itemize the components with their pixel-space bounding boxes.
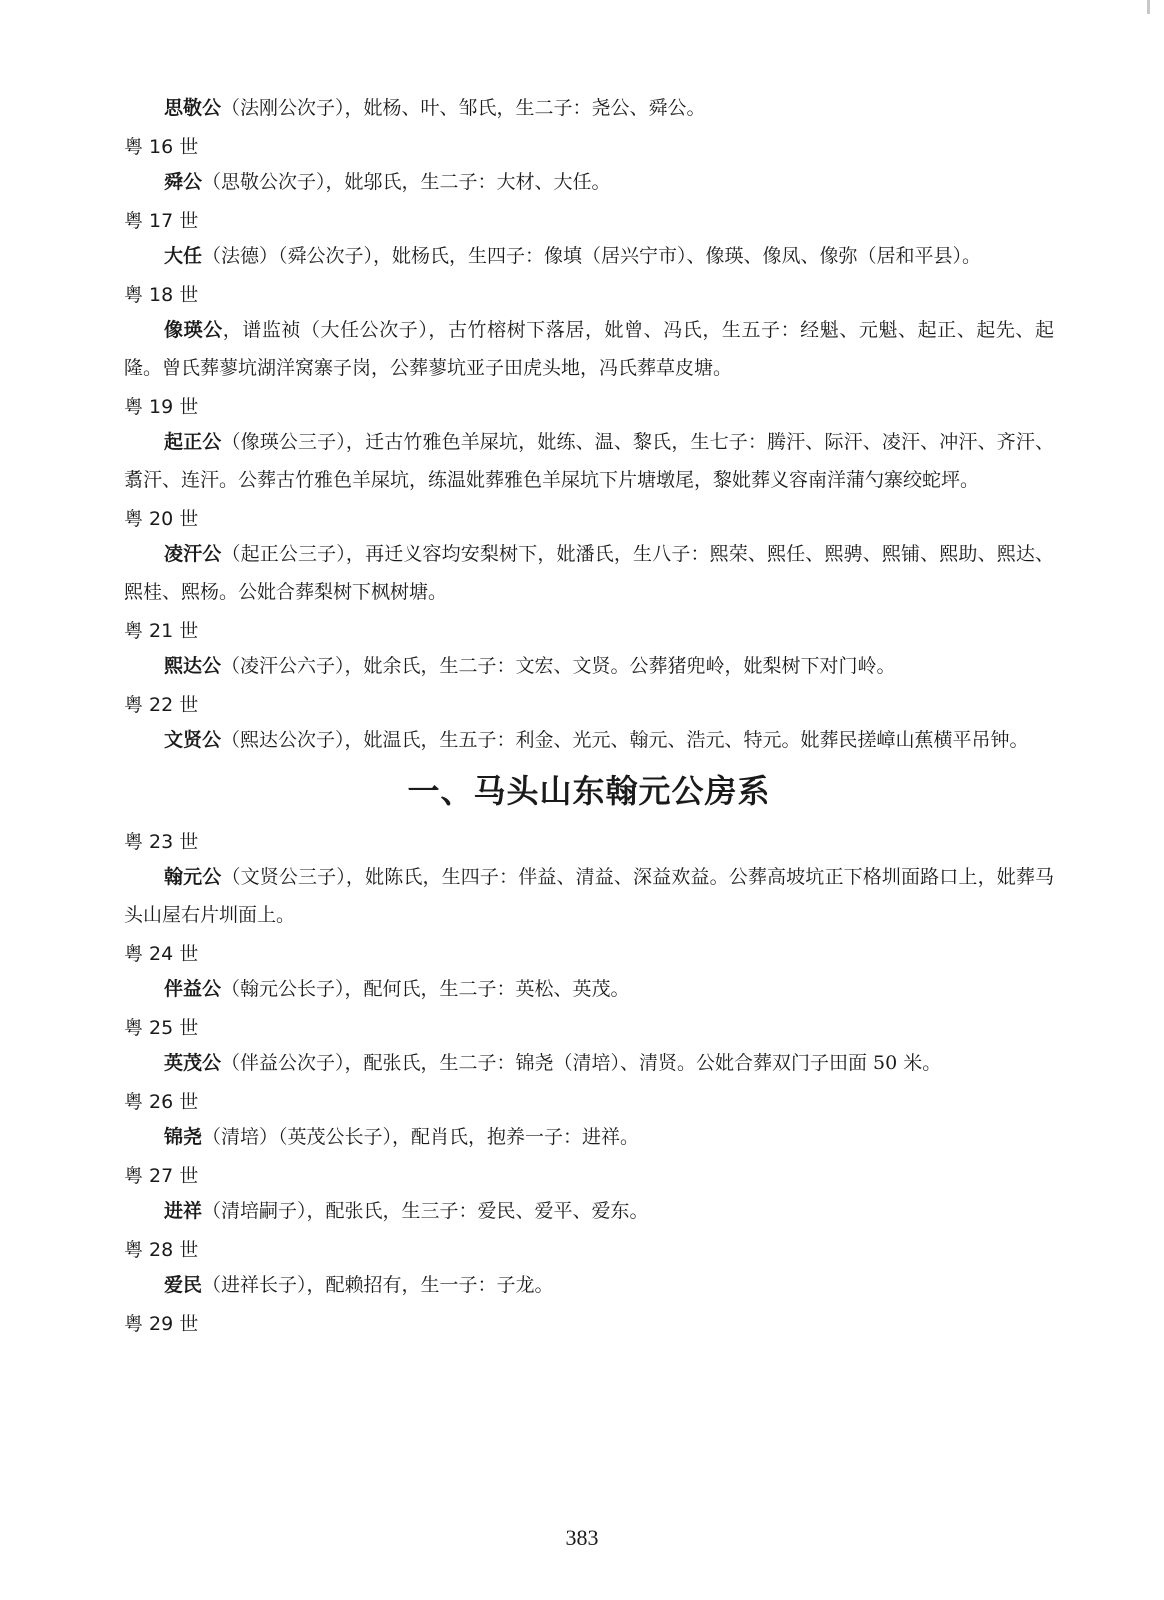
ancestor-name: 英茂公 <box>164 1052 222 1074</box>
generation-heading: 粤 25 世 <box>124 1017 199 1039</box>
ancestor-name: 起正公 <box>164 431 222 453</box>
genealogy-entry <box>124 1192 1054 1230</box>
ancestor-name: 伴益公 <box>164 978 222 1000</box>
generation-heading: 粤 21 世 <box>124 620 199 642</box>
generation-heading: 粤 20 世 <box>124 508 199 530</box>
ancestor-name: 爱民 <box>164 1274 203 1296</box>
ancestor-name: 翰元公 <box>164 866 222 888</box>
entry-text: （起正公三子），再迁义容均安梨树下，妣潘氏，生八子：熙荣、熙任、熙骋、熙铺、熙助、熙达、熙桂、熙杨。公妣合葬梨树下枫树塘。 <box>124 543 1054 603</box>
entry-text: （进祥长子），配赖招有，生一子：子龙。 <box>202 1274 554 1296</box>
genealogy-entry <box>124 721 1054 759</box>
scan-edge-mark <box>1147 0 1150 14</box>
generation-heading: 粤 23 世 <box>124 831 199 853</box>
page-number: 383 <box>565 1525 599 1550</box>
entry-text: （文贤公三子），妣陈氏，生四子：伴益、清益、深益欢益。公葬高坡坑正下格圳面路口上，妣葬马头山屋右片圳面上。 <box>124 866 1054 926</box>
ancestor-name: 像瑛公 <box>164 319 223 341</box>
ancestor-name: 大任 <box>164 245 203 267</box>
genealogy-entry <box>124 647 1054 685</box>
entry-text: ，谱监祯（大任公次子），古竹榕树下落居，妣曾、冯氏，生五子：经魁、元魁、起正、起先、起隆。曾氏葬蓼坑湖洋窝寨子岗，公葬蓼坑亚子田虎头地，冯氏葬草皮塘。 <box>124 319 1054 379</box>
entry-text: （伴益公次子），配张氏，生二子：锦尧（清培）、清贤。公妣合葬双门子田面 50 米。 <box>221 1052 942 1074</box>
entry-text: （清培嗣子），配张氏，生三子：爱民、爱平、爱东。 <box>202 1200 649 1222</box>
genealogy-entry <box>124 163 1054 201</box>
entry-text: （翰元公长子），配何氏，生二子：英松、英茂。 <box>221 978 630 1000</box>
genealogy-entry <box>124 311 1054 387</box>
entry-text: （清培）（英茂公长子），配肖氏，抱养一子：进祥。 <box>202 1126 640 1148</box>
genealogy-text-body <box>124 86 1054 1337</box>
ancestor-name: 锦尧 <box>164 1126 203 1148</box>
genealogy-entry <box>124 970 1054 1008</box>
genealogy-entry <box>124 1044 1054 1082</box>
entry-text: （法德）（舜公次子），妣杨氏，生四子：像填（居兴宁市）、像瑛、像凤、像弥（居和平县）。 <box>202 245 982 267</box>
genealogy-entry <box>124 89 1054 127</box>
genealogy-entry <box>124 535 1054 611</box>
entry-text: （像瑛公三子），迁古竹雅色羊屎坑，妣练、温、黎氏，生七子：腾汗、际汗、凌汗、冲汗、齐汗、翥汗、连汗。公葬古竹雅色羊屎坑，练温妣葬雅色羊屎坑下片塘墩尾，黎妣葬义容南洋蒲勺寨绞蛇坪。 <box>124 431 1054 491</box>
generation-heading: 粤 24 世 <box>124 943 199 965</box>
ancestor-name: 凌汗公 <box>164 543 222 565</box>
generation-heading: 粤 26 世 <box>124 1091 199 1113</box>
entry-text: （法刚公次子），妣杨、叶、邹氏，生二子：尧公、舜公。 <box>221 97 706 119</box>
genealogy-entry <box>124 423 1054 499</box>
generation-heading: 粤 16 世 <box>124 136 199 158</box>
genealogy-entry <box>124 858 1054 934</box>
genealogy-entry <box>124 1266 1054 1304</box>
generation-heading: 粤 27 世 <box>124 1165 199 1187</box>
section-title: 一、马头山东翰元公房系 <box>407 772 771 810</box>
entry-text: （思敬公次子），妣邬氏，生二子：大材、大任。 <box>202 171 611 193</box>
generation-heading: 粤 28 世 <box>124 1239 199 1261</box>
generation-heading: 粤 19 世 <box>124 396 199 418</box>
generation-heading: 粤 29 世 <box>124 1313 199 1335</box>
entry-text: （熙达公次子），妣温氏，生五子：利金、光元、翰元、浩元、特元。妣葬民搓嶂山蕉横平吊钟。 <box>221 729 1029 751</box>
generation-heading: 粤 17 世 <box>124 210 199 232</box>
genealogy-entry <box>124 1118 1054 1156</box>
genealogy-entry <box>124 237 1054 275</box>
ancestor-name: 舜公 <box>164 171 203 193</box>
entry-text: （凌汗公六子），妣余氏，生二子：文宏、文贤。公葬猪兜岭，妣梨树下对门岭。 <box>221 655 896 677</box>
ancestor-name: 进祥 <box>164 1200 203 1222</box>
ancestor-name: 思敬公 <box>164 97 222 119</box>
ancestor-name: 文贤公 <box>164 729 222 751</box>
ancestor-name: 熙达公 <box>164 655 222 677</box>
generation-heading: 粤 22 世 <box>124 694 199 716</box>
generation-heading: 粤 18 世 <box>124 284 199 306</box>
